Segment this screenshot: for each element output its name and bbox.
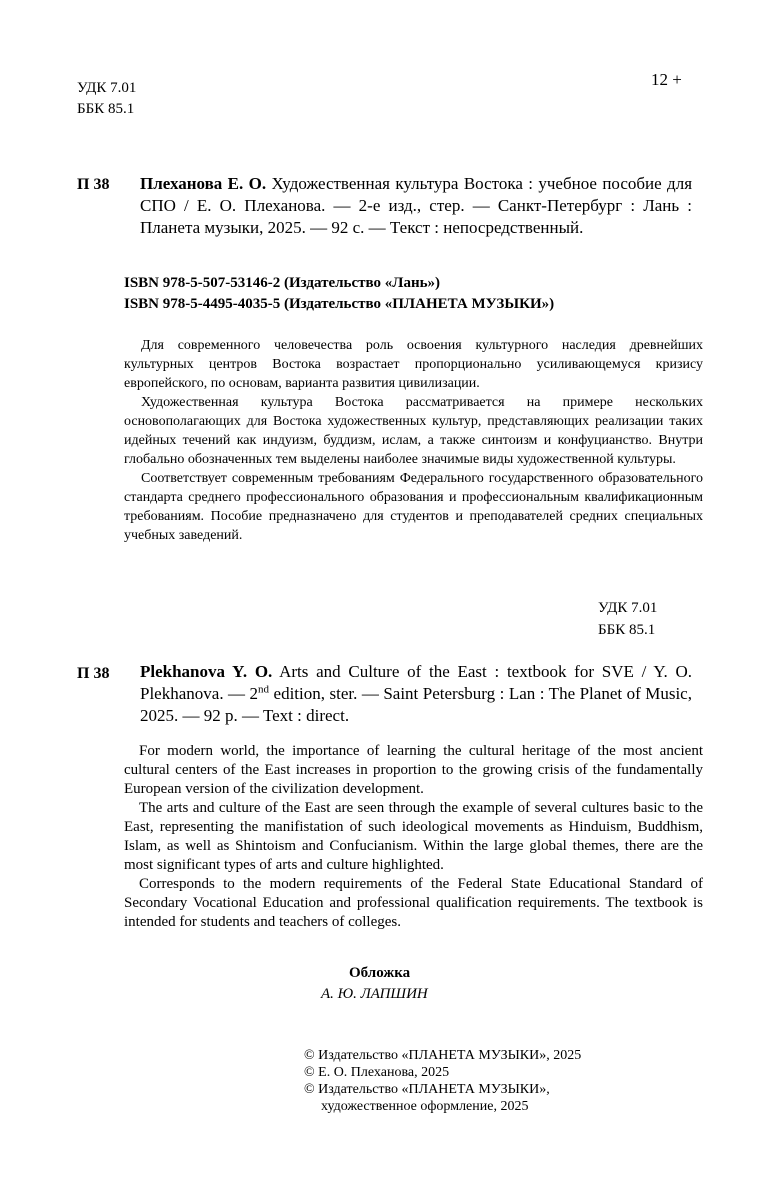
copyright-line: © Е. О. Плеханова, 2025 bbox=[304, 1065, 450, 1080]
cover-designer: А. Ю. ЛАПШИН bbox=[321, 986, 428, 1002]
abstract-en-paragraph: The arts and culture of the East are seen through the example of several cultures basic to the East, representing the manifistation of such ideological movements as Hinduism, Buddhism, Islam, as well as Shintoism and Confucianism. Within the large global themes, there are the most significant types of arts and culture highlighted. bbox=[124, 800, 703, 873]
top-classification bbox=[77, 78, 136, 120]
author-code-en: П 38 bbox=[77, 665, 110, 682]
classification-right bbox=[598, 597, 657, 641]
abstract-ru-paragraph: Соответствует современным требованиям Федерального государственного образовательного стандарта среднего профессионального образования и профессиональным квалификационным требованиям. Пособие предназначено для студентов и преподавателей средних специальных учебных заведений. bbox=[124, 471, 703, 543]
entry-text-en-part2: edition, ster. — Saint Petersburg : Lan : The Planet of Music, 2025. — 92 p. — Text : direct. bbox=[140, 684, 692, 725]
copyright-block bbox=[304, 1047, 581, 1115]
author-ru: Плеханова Е. О. bbox=[140, 174, 267, 193]
copyright-line: © Издательство «ПЛАНЕТА МУЗЫКИ», 2025 bbox=[304, 1048, 582, 1063]
isbn-lan: ISBN 978-5-507-53146-2 (Издательство «Лань») bbox=[124, 275, 441, 291]
abstract-ru-paragraph: Художественная культура Востока рассматривается на примере нескольких основополагающих для Востока художественных культур, представляющих реализации таких идейных течений как индуизм, буддизм, ислам, а также синтоизм и конфуцианство. Внутри глобально обозначенных тем выделены наиболее значимые виды художественной культуры. bbox=[124, 395, 703, 467]
udk-top: УДК 7.01 bbox=[77, 80, 137, 96]
entry-text-ru: Художественная культура Востока : учебное пособие для СПО / Е. О. Плеханова. — 2-е изд., стер. — Санкт-Петербург : Лань : Планета музыки, 2025. — 92 с. — Текст : непосредственный. bbox=[140, 174, 693, 237]
author-en: Plekhanova Y. O. bbox=[140, 662, 273, 681]
abstract-en bbox=[124, 742, 703, 932]
entry-text-en-sup: nd bbox=[258, 683, 270, 696]
copyright-line: художественное оформление, 2025 bbox=[321, 1099, 529, 1114]
bibliographic-entry-ru bbox=[140, 173, 692, 239]
abstract-ru bbox=[124, 336, 703, 545]
abstract-en-paragraph: For modern world, the importance of learning the cultural heritage of the most ancient cultural centers of the East increases in proportion to the growing crisis of the fundamentally European version of the civilization development. bbox=[124, 743, 703, 797]
copyright-line: © Издательство «ПЛАНЕТА МУЗЫКИ», bbox=[304, 1082, 550, 1097]
cover-credit-title: Обложка bbox=[349, 965, 411, 981]
abstract-en-paragraph: Corresponds to the modern requirements of the Federal State Educational Standard of Secondary Vocational Education and professional qualification requirements. The textbook is intended for students and teachers of colleges. bbox=[124, 876, 703, 930]
bbk-top: ББК 85.1 bbox=[77, 101, 135, 117]
udk-right: УДК 7.01 bbox=[598, 600, 658, 616]
isbn-block bbox=[124, 273, 704, 315]
age-rating: 12 + bbox=[651, 70, 682, 89]
entry-text-en-part1: Arts and Culture of the East : textbook for SVE / Y. O. Plekhanova. — 2 bbox=[140, 662, 693, 703]
isbn-planeta: ISBN 978-5-4495-4035-5 (Издательство «ПЛАНЕТА МУЗЫКИ») bbox=[124, 296, 555, 312]
author-code-ru: П 38 bbox=[77, 176, 110, 193]
bibliographic-entry-en bbox=[140, 661, 692, 727]
bbk-right: ББК 85.1 bbox=[598, 622, 656, 638]
abstract-ru-paragraph: Для современного человечества роль освоения культурного наследия древнейших культурных центров Востока возрастает пропорционально усиливающемуся кризису европейского, по основам, варианта развития цивилизации. bbox=[124, 338, 703, 391]
